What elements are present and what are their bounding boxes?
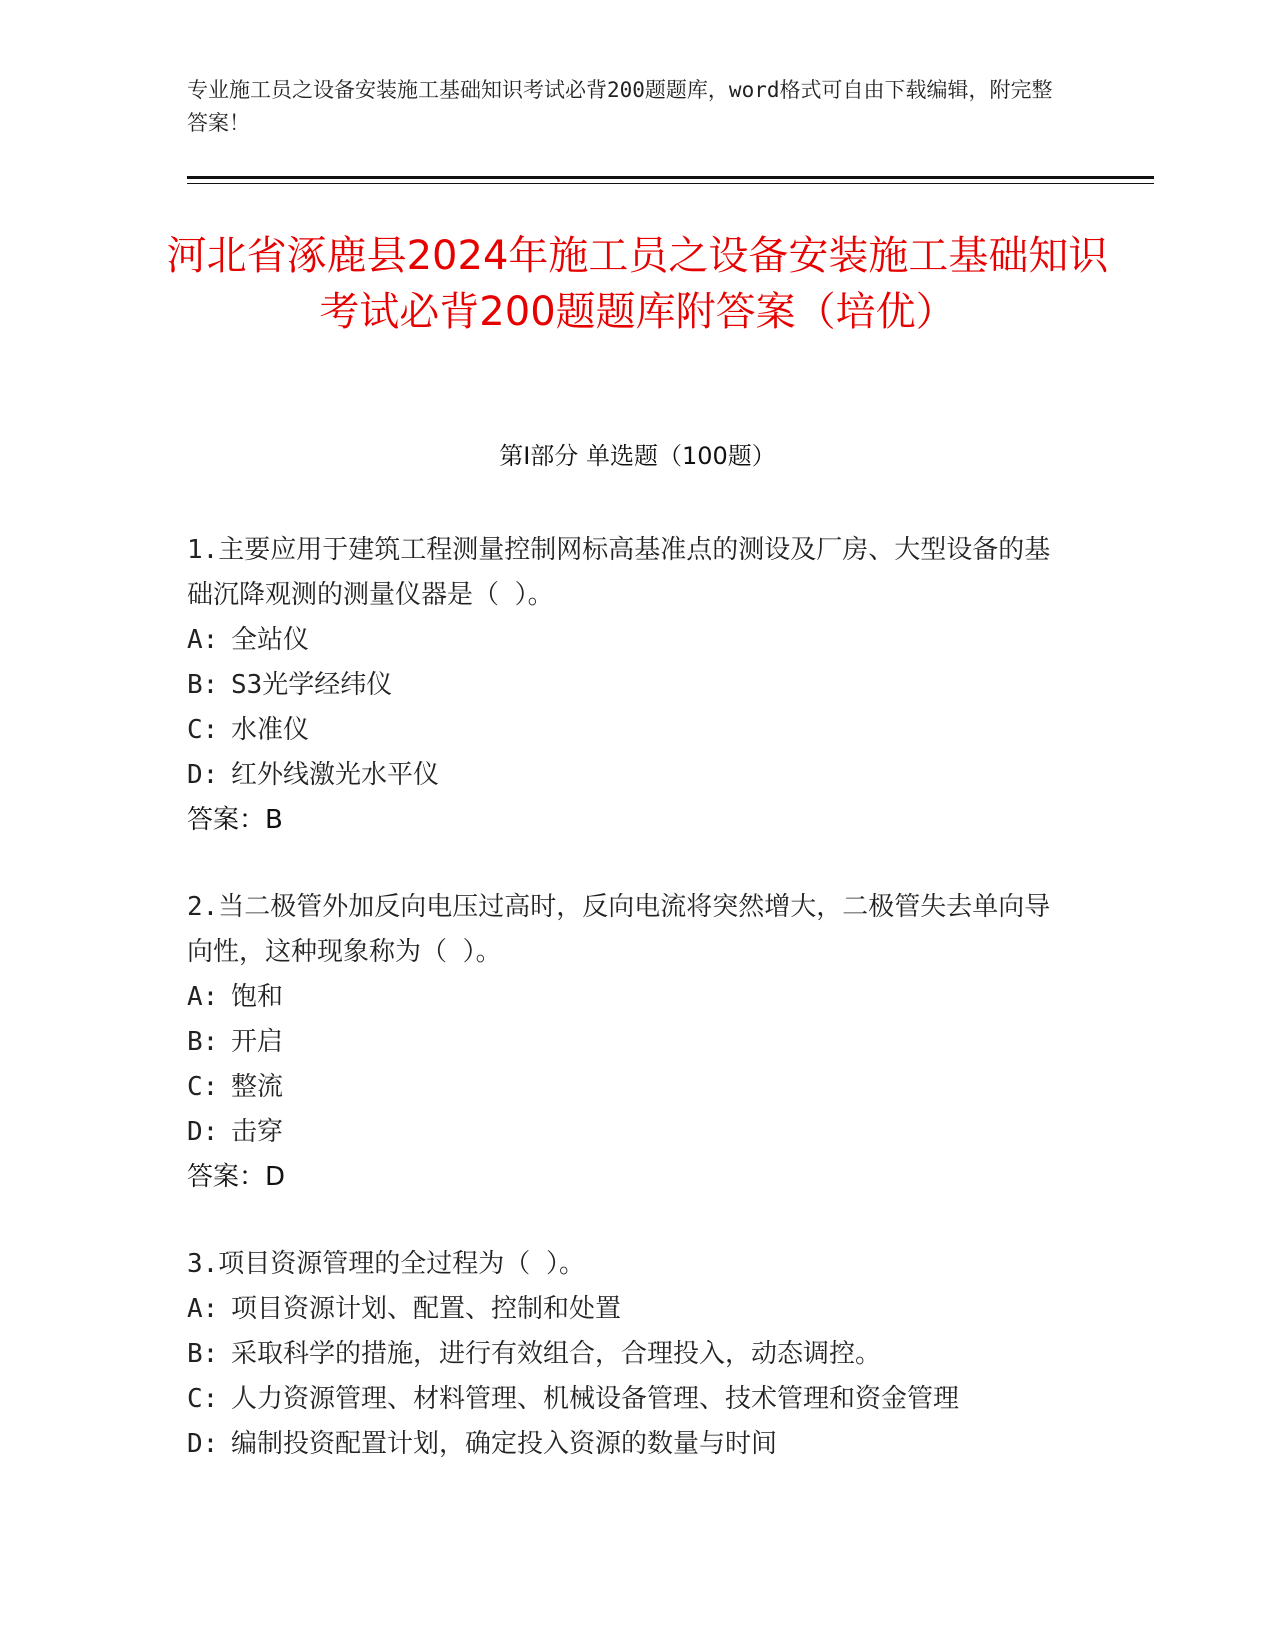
- option-letter: B:: [187, 670, 219, 700]
- option-d: [187, 753, 1067, 798]
- header-note: 专业施工员之设备安装施工基础知识考试必背200题题库，word格式可自由下载编辑，附完整答案！: [187, 78, 1053, 135]
- question-3: [187, 1242, 1067, 1467]
- option-letter: A:: [187, 982, 219, 1012]
- option-a: [187, 1287, 1067, 1332]
- option-text: 采取科学的措施，进行有效组合，合理投入，动态调控。: [231, 1339, 882, 1369]
- option-c: [187, 1065, 1067, 1110]
- option-letter: C:: [187, 715, 219, 745]
- option-b: [187, 663, 1067, 708]
- option-letter: A:: [187, 625, 219, 655]
- option-a: [187, 618, 1067, 663]
- question-stem: 2.当二极管外加反向电压过高时，反向电流将突然增大，二极管失去单向导向性，这种现象称为（ ）。: [187, 892, 1051, 967]
- answer-line: [187, 798, 1067, 843]
- option-text: 红外线激光水平仪: [231, 760, 440, 790]
- answer-value: B: [265, 805, 283, 835]
- option-text: 整流: [231, 1072, 284, 1102]
- option-text: 全站仪: [231, 625, 310, 655]
- option-text: 饱和: [231, 982, 284, 1012]
- option-text: S3光学经纬仪: [231, 670, 393, 700]
- option-letter: D:: [187, 1429, 219, 1459]
- answer-label: 答案：: [187, 1162, 266, 1192]
- option-text: 开启: [231, 1027, 284, 1057]
- question-stem: 3.项目资源管理的全过程为（ ）。: [187, 1249, 585, 1279]
- option-text: 击穿: [231, 1117, 284, 1147]
- header-divider-thick: [187, 176, 1154, 179]
- option-letter: D:: [187, 760, 219, 790]
- question-stem: 1.主要应用于建筑工程测量控制网标高基准点的测设及厂房、大型设备的基础沉降观测的测量仪器是（ ）。: [187, 535, 1051, 610]
- option-letter: D:: [187, 1117, 219, 1147]
- answer-value: D: [265, 1162, 286, 1192]
- answer-label: 答案：: [187, 805, 266, 835]
- option-letter: B:: [187, 1339, 219, 1369]
- option-text: 水准仪: [231, 715, 310, 745]
- option-letter: C:: [187, 1384, 219, 1414]
- option-text: 编制投资配置计划，确定投入资源的数量与时间: [231, 1429, 778, 1459]
- option-b: [187, 1020, 1067, 1065]
- option-d: [187, 1422, 1067, 1467]
- document-title: 河北省涿鹿县2024年施工员之设备安装施工基础知识考试必背200题题库附答案（培优）: [166, 233, 1109, 335]
- section-title: 第I部分 单选题（100题）: [499, 442, 776, 470]
- option-text: 项目资源计划、配置、控制和处置: [231, 1294, 622, 1324]
- answer-line: [187, 1155, 1067, 1200]
- option-d: [187, 1110, 1067, 1155]
- option-text: 人力资源管理、材料管理、机械设备管理、技术管理和资金管理: [231, 1384, 960, 1414]
- option-letter: C:: [187, 1072, 219, 1102]
- option-c: [187, 708, 1067, 753]
- question-2: [187, 885, 1067, 1200]
- option-letter: A:: [187, 1294, 219, 1324]
- option-b: [187, 1332, 1067, 1377]
- option-a: [187, 975, 1067, 1020]
- question-1: [187, 528, 1067, 843]
- header-divider-thin: [187, 183, 1154, 184]
- option-letter: B:: [187, 1027, 219, 1057]
- option-c: [187, 1377, 1067, 1422]
